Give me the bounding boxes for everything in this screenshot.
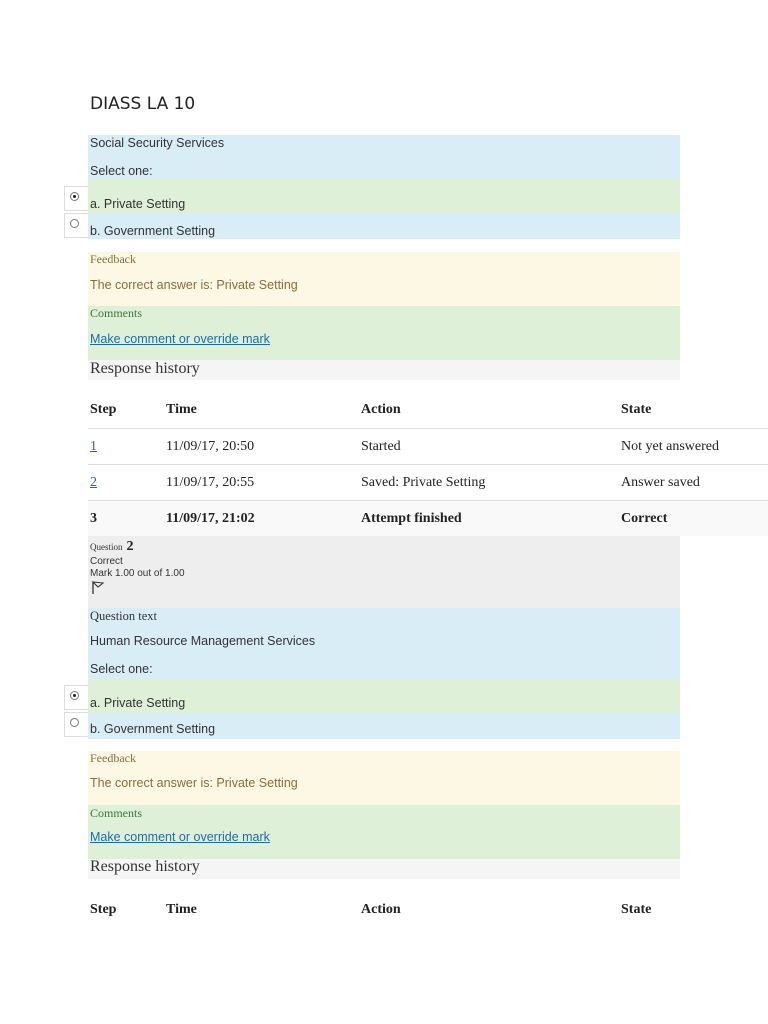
q2-option-a-label[interactable]: a. Private Setting	[90, 696, 186, 710]
row-state: Not yet answered	[621, 439, 719, 454]
table-row	[88, 428, 768, 464]
q2-feedback-label: Feedback	[90, 751, 136, 765]
row-state: Correct	[621, 511, 668, 526]
radio-checked-icon	[70, 691, 79, 700]
table-row	[88, 464, 768, 500]
header-action: Action	[361, 902, 401, 917]
q2-number-prefix: Question	[90, 542, 123, 552]
q2-option-a-radio[interactable]	[64, 685, 88, 710]
q1-question-text: Social Security Services	[90, 136, 225, 150]
row-step: 3	[90, 511, 97, 526]
q2-status: Correct	[90, 556, 123, 567]
q2-comments-label: Comments	[90, 806, 143, 820]
table-header-row	[88, 892, 768, 928]
radio-unchecked-icon	[70, 219, 79, 228]
q2-question-text-label: Question text	[90, 609, 158, 623]
radio-unchecked-icon	[70, 718, 79, 727]
header-action: Action	[361, 402, 401, 417]
q2-feedback-text: The correct answer is: Private Setting	[90, 776, 298, 790]
q1-feedback-label: Feedback	[90, 252, 136, 266]
q2-mark: Mark 1.00 out of 1.00	[90, 568, 185, 579]
q1-option-a-radio[interactable]	[64, 186, 88, 211]
q1-comment-link[interactable]: Make comment or override mark	[90, 332, 270, 346]
q1-option-b-radio[interactable]	[64, 213, 88, 238]
radio-checked-icon	[70, 192, 79, 201]
table-header-row	[88, 392, 768, 428]
q2-select-one: Select one:	[90, 662, 153, 676]
step-link[interactable]: 1	[90, 439, 97, 454]
page-title: DIASS LA 10	[90, 94, 196, 114]
flag-icon[interactable]	[90, 580, 106, 596]
row-time: 11/09/17, 20:50	[166, 439, 255, 454]
q2-history-title: Response history	[90, 858, 200, 875]
header-time: Time	[166, 402, 197, 417]
row-action: Attempt finished	[361, 511, 462, 526]
header-state: State	[621, 402, 652, 417]
q1-option-b-label[interactable]: b. Government Setting	[90, 224, 216, 238]
q2-option-b-label[interactable]: b. Government Setting	[90, 722, 216, 736]
row-state: Answer saved	[621, 475, 700, 490]
q1-history-title: Response history	[90, 360, 200, 377]
q2-number	[90, 537, 134, 555]
q2-comment-link[interactable]: Make comment or override mark	[90, 830, 270, 844]
header-step: Step	[90, 902, 117, 917]
q1-feedback-text: The correct answer is: Private Setting	[90, 278, 298, 292]
q1-comments-label: Comments	[90, 306, 143, 320]
row-time: 11/09/17, 21:02	[166, 511, 255, 526]
q1-option-a-label[interactable]: a. Private Setting	[90, 197, 186, 211]
q2-number-value: 2	[126, 539, 134, 554]
header-state: State	[621, 902, 652, 917]
q1-select-one: Select one:	[90, 164, 153, 178]
q2-option-b-radio[interactable]	[64, 712, 88, 737]
header-time: Time	[166, 902, 197, 917]
row-action: Started	[361, 439, 401, 454]
step-link[interactable]: 2	[90, 475, 97, 490]
row-action: Saved: Private Setting	[361, 475, 486, 490]
row-time: 11/09/17, 20:55	[166, 475, 255, 490]
table-row-current	[88, 500, 768, 536]
header-step: Step	[90, 402, 117, 417]
q2-question-text: Human Resource Management Services	[90, 634, 316, 648]
